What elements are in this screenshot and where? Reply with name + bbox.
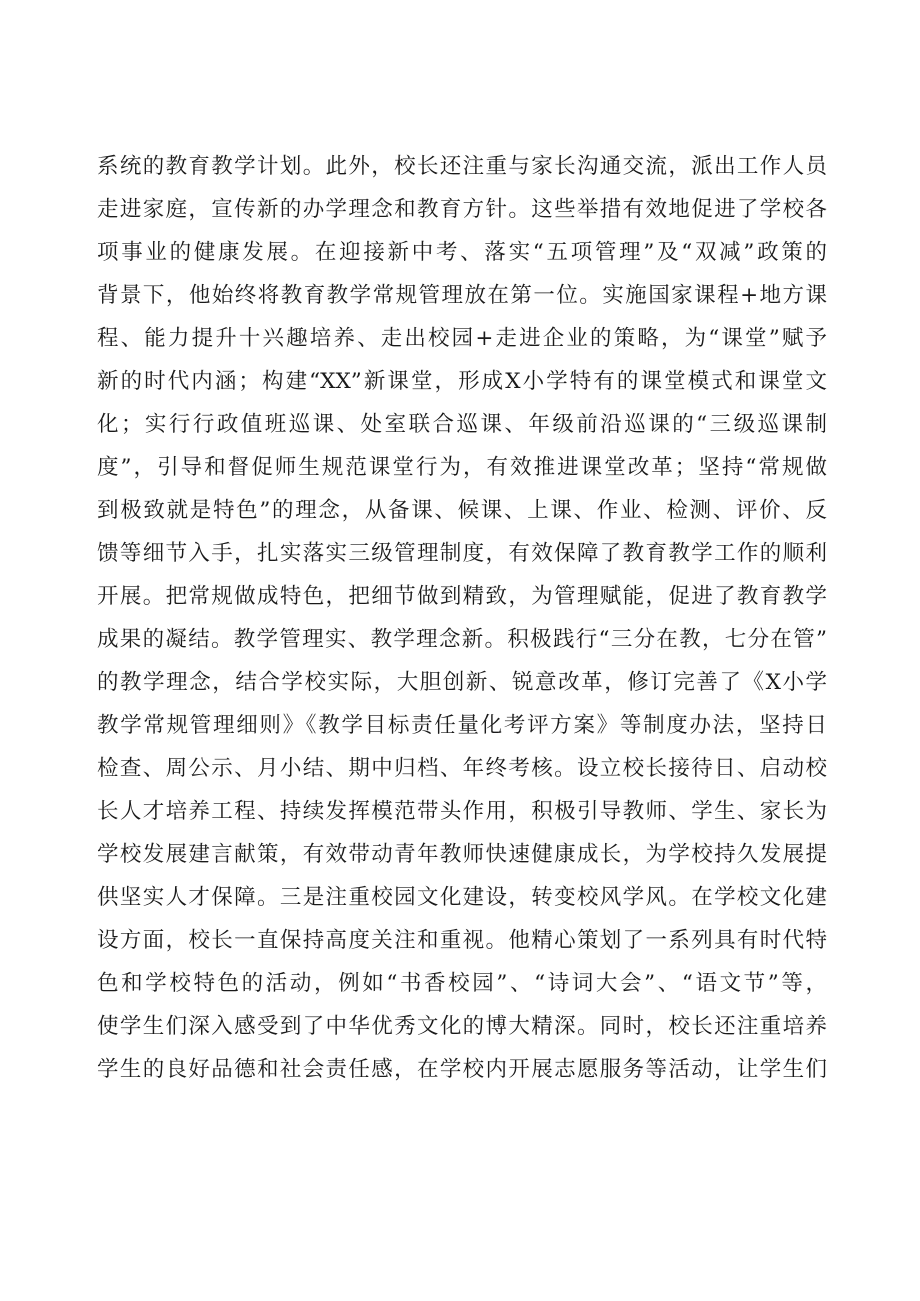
text-line: 走进家庭，宣传新的办学理念和教育方针。这些举措有效地促进了学校各 <box>97 197 827 222</box>
text-line: 化；实行行政值班巡课、处室联合巡课、年级前沿巡课的“三级巡课制 <box>97 412 827 437</box>
text-line: 设方面，校长一直保持高度关注和重视。他精心策划了一系列具有时代特 <box>97 928 827 953</box>
text-line: 新的时代内涵；构建“XX”新课堂，形成X小学特有的课堂模式和课堂文 <box>97 369 827 394</box>
text-line: 项事业的健康发展。在迎接新中考、落实“五项管理”及“双减”政策的 <box>97 240 827 265</box>
text-line: 供坚实人才保障。三是注重校园文化建设，转变校风学风。在学校文化建 <box>97 885 827 910</box>
text-line: 馈等细节入手，扎实落实三级管理制度，有效保障了教育教学工作的顺利 <box>97 541 827 566</box>
text-line: 系统的教育教学计划。此外，校长还注重与家长沟通交流，派出工作人员 <box>97 154 827 179</box>
text-line: 使学生们深入感受到了中华优秀文化的博大精深。同时，校长还注重培养 <box>97 1014 827 1039</box>
text-line: 学生的良好品德和社会责任感，在学校内开展志愿服务等活动，让学生们 <box>97 1057 827 1082</box>
text-line: 学校发展建言献策，有效带动青年教师快速健康成长，为学校持久发展提 <box>97 842 827 867</box>
text-line: 教学常规管理细则》《教学目标责任量化考评方案》等制度办法，坚持日 <box>97 713 827 738</box>
text-line: 色和学校特色的活动，例如“书香校园”、“诗词大会”、“语文节”等， <box>97 971 827 996</box>
text-line: 开展。把常规做成特色，把细节做到精致，为管理赋能，促进了教育教学 <box>97 584 827 609</box>
text-line: 背景下，他始终将教育教学常规管理放在第一位。实施国家课程+地方课 <box>97 283 827 308</box>
text-line: 的教学理念，结合学校实际，大胆创新、锐意改革，修订完善了《X小学 <box>97 670 827 695</box>
body-paragraph <box>97 145 827 1091</box>
text-line: 成果的凝结。教学管理实、教学理念新。积极践行“三分在教，七分在管” <box>97 627 827 652</box>
text-line: 到极致就是特色”的理念，从备课、候课、上课、作业、检测、评价、反 <box>97 498 827 523</box>
text-line: 检查、周公示、月小结、期中归档、年终考核。设立校长接待日、启动校 <box>97 756 827 781</box>
text-line: 度”，引导和督促师生规范课堂行为，有效推进课堂改革；坚持“常规做 <box>97 455 827 480</box>
text-line: 程、能力提升十兴趣培养、走出校园+走进企业的策略，为“课堂”赋予 <box>97 326 827 351</box>
text-line: 长人才培养工程、持续发挥模范带头作用，积极引导教师、学生、家长为 <box>97 799 827 824</box>
